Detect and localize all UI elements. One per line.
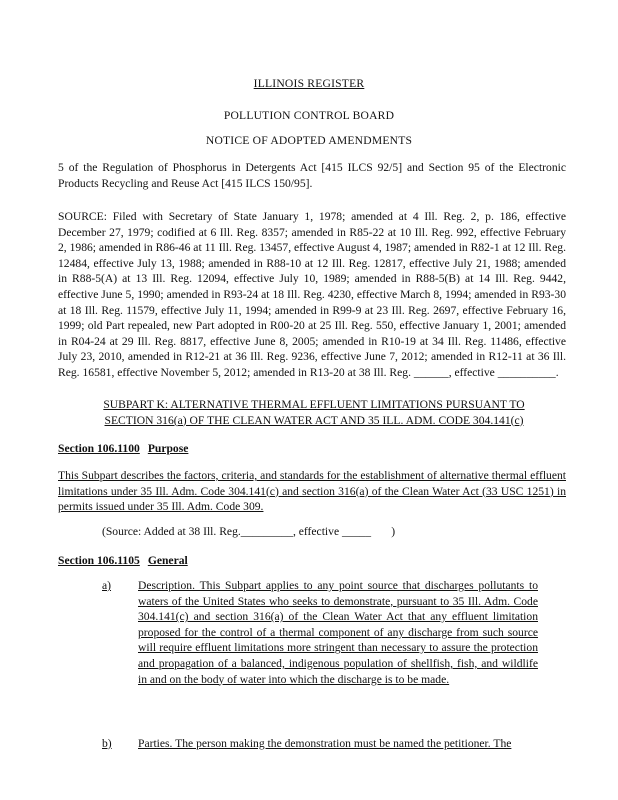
item-b-label: b) — [102, 737, 112, 750]
authority-continuation: 5 of the Regulation of Phosphorus in Detergents Act [415 ILCS 92/5] and Section 95 of the Electronic Products Recycling and Reuse Act [415 ILCS 150/95]. — [58, 161, 566, 190]
purpose-paragraph: This Subpart describes the factors, criteria, and standards for the establishment of alternative thermal effluent limitations under 35 Ill. Adm. Code 304.141(c) and section 316(a) of the Clean Water Act (33 USC 1251) in permits issued under 35 Ill. Adm. Code 309. — [58, 469, 566, 514]
section-1100-heading — [58, 441, 188, 457]
section-1105-number: Section 106.1105 — [58, 554, 140, 567]
source-note-paragraph — [58, 209, 566, 381]
source-note-suffix: ) — [391, 525, 396, 538]
register-header: ILLINOIS REGISTER — [253, 77, 365, 90]
source-blank-date: __________ — [497, 365, 556, 379]
section-1100-number: Section 106.1100 — [58, 442, 140, 455]
source-note-effective: , effective — [292, 525, 340, 538]
source-note-blank-reg: _________ — [240, 525, 293, 538]
subpart-title: SUBPART K: ALTERNATIVE THERMAL EFFLUENT LIMITATIONS PURSUANT TO SECTION 316(a) OF THE CLEAN WATER ACT AND 35 ILL. ADM. CODE 304.141(c) — [103, 398, 525, 427]
section-1100-title: Purpose — [147, 442, 189, 455]
item-a-body: Description. This Subpart applies to any point source that discharges pollutants to waters of the United States who seeks to demonstrate, pursuant to 35 Ill. Adm. Code 304.141(c) and section 316(a) of the Clean Water Act that any effluent limitation proposed for the control of a thermal component of any discharge from such source will require effluent limitations more stringent than necessary to assure the protection and propagation of a balanced, indigenous population of shellfish, fish, and wildlife in and on the body of water into which the discharge is to be made. — [138, 579, 538, 686]
source-text: SOURCE: Filed with Secretary of State January 1, 1978; amended at 4 Ill. Reg. 2, p. 186, effective December 27, 1979; codified at 6 Ill. Reg. 8357; amended in R85-22 at 10 Ill. Reg. 992, effective February 2, 1986; amended in R86-46 at 11 Ill. Reg. 13457, effective August 4, 1987; amended in R82-1 at 12 Ill. Reg. 12484, effective July 13, 1988; amended in R88-10 at 12 Ill. Reg. 12817, effective July 21, 1988; amended in R88-5(A) at 13 Ill. Reg. 12094, effective July 10, 1989; amended in R88-5(B) at 14 Ill. Reg. 9442, effective June 5, 1990; amended in R93-24 at 18 Ill. Reg. 4230, effective March 8, 1994; amended in R93-30 at 18 Ill. Reg. 11579, effective July 11, 1994; amended in R99-9 at 23 Ill. Reg. 2697, effective February 16, 1999; old Part repealed, new Part adopted in R00-20 at 25 Ill. Reg. 550, effective January 1, 2001; amended in R04-24 at 29 Ill. Reg. 8817, effective June 8, 2005; amended in R10-19 at 34 Ill. Reg. 11486, effective July 23, 2010, amended in R12-21 at 36 Ill. Reg. 9236, effective June 7, 2012; amended in R12-11 at 36 Ill. Reg. 16581, effective November 5, 2012; amended in R13-20 at 38 Ill. Reg. — [58, 210, 566, 379]
item-b-body: Parties. The person making the demonstration must be named the petitioner. The — [138, 737, 512, 750]
source-note-blank-date: _____ — [342, 525, 371, 538]
notice-header: NOTICE OF ADOPTED AMENDMENTS — [205, 134, 413, 147]
agency-header: POLLUTION CONTROL BOARD — [223, 109, 395, 122]
source-note-prefix: (Source: Added at 38 Ill. Reg. — [102, 525, 241, 538]
section-1105-title: General — [147, 554, 188, 567]
section-1105-heading — [58, 553, 188, 569]
item-a-label: a) — [102, 579, 112, 592]
source-effective-label: , effective — [448, 365, 495, 379]
section-1100-source-note — [102, 524, 542, 540]
source-end: . — [555, 365, 559, 379]
source-blank-reg: ______ — [413, 365, 449, 379]
